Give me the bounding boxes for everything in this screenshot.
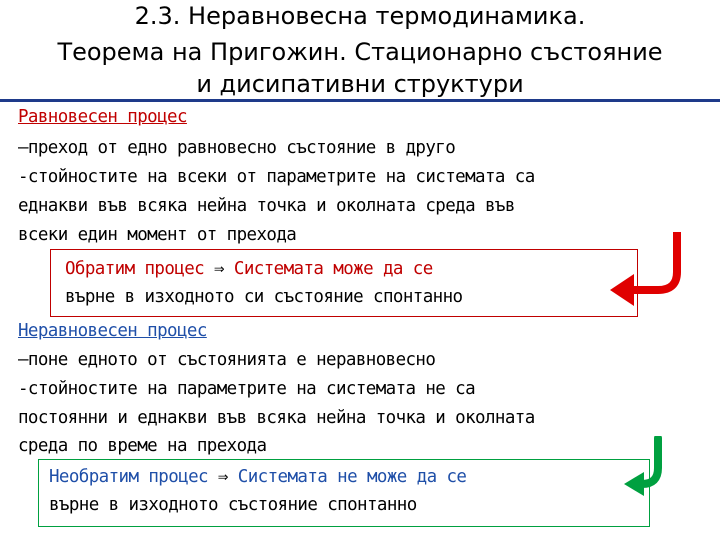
- irreversible-process-text-2: върне в изходното състояние спонтанно: [49, 495, 417, 515]
- nonequilibrium-detail-1: -стойностите на параметрите на системата не са: [18, 379, 476, 399]
- page-subtitle-line2: и дисипативни структури: [196, 70, 524, 98]
- implies-symbol: ⇒: [217, 467, 228, 487]
- implies-symbol: ⇒: [214, 259, 224, 279]
- nonequilibrium-definition: –поне едното от състоянията е неравновесно: [18, 350, 436, 370]
- equilibrium-detail-2: еднакви във всяка нейна точка и околната среда във: [18, 196, 515, 216]
- reversible-process-term: Обратим процес: [65, 259, 205, 279]
- page-title: 2.3. Неравновесна термодинамика.: [134, 2, 586, 30]
- equilibrium-definition: –преход от едно равновесно състояние в друго: [18, 138, 456, 158]
- reversible-process-text: Системата може да се: [233, 259, 433, 279]
- nonequilibrium-heading: Неравновесен процес: [18, 321, 207, 341]
- irreversible-process-text: Системата не може да се: [237, 467, 467, 487]
- curved-down-arrow-icon: [618, 436, 678, 512]
- irreversible-process-term: Необратим процес: [49, 467, 208, 487]
- nonequilibrium-detail-2: постоянни и еднакви във всяка нейна точка и околната: [18, 408, 535, 428]
- irreversible-process-box: [38, 459, 650, 527]
- curved-return-arrow-icon: [600, 228, 700, 308]
- nonequilibrium-detail-3: среда по време на прехода: [18, 436, 267, 456]
- page-subtitle-line1: Теорема на Пригожин. Стационарно състояние: [57, 38, 663, 66]
- equilibrium-detail-1: -стойностите на всеки от параметрите на системата са: [18, 167, 535, 187]
- title-divider: [0, 99, 720, 102]
- reversible-process-text-2: върне в изходното си състояние спонтанно: [65, 287, 463, 307]
- equilibrium-heading: Равновесен процес: [18, 107, 187, 127]
- equilibrium-detail-3: всеки един момент от прехода: [18, 225, 297, 245]
- reversible-process-box: [50, 249, 638, 317]
